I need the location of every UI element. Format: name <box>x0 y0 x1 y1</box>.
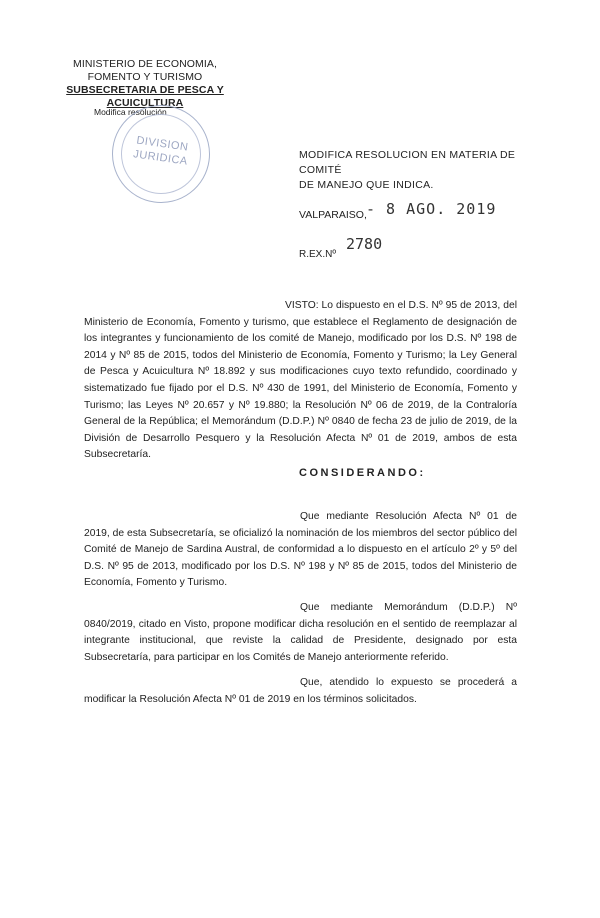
stamp-line-1: DIVISION <box>135 134 190 154</box>
place: VALPARAISO, <box>299 209 367 221</box>
considerando-paragraph-1: Que mediante Resolución Afecta Nº 01 de 2019, de esta Subsecretaría, se oficializó la nominación de los miembros del sector público del Comité de Manejo de Sardina Austral, de conformidad a lo dispuesto en el artículo 2º y 5º del D.S. Nº 95 de 2013, modificado por los D.S. Nº 198 y Nº 85 de 2015, todos del Ministerio de Economía, Fomento y Turismo. <box>84 511 517 589</box>
considerando-heading: CONSIDERANDO: <box>299 467 426 479</box>
rex-label: R.EX.Nº <box>299 249 336 260</box>
doc-tag: Modifica resolución <box>94 107 167 117</box>
rex-number: 2780 <box>346 235 383 253</box>
visto-paragraph: VISTO: Lo dispuesto en el D.S. Nº 95 de 2013, del Ministerio de Economía, Fomento y turismo, que establece el Reglamento de designación de los integrantes y funcionamiento de los comité de Manejo, modificado por los D.S. Nº 198 de 2014 y Nº 85 de 2015, todos del Ministerio de Economía, Fomento y Turismo; la Ley General de Pesca y Acuicultura Nº 18.892 y sus modificaciones cuyo texto refundido, coordinado y sistematizado fue fijado por el D.S. Nº 430 de 1991, del Ministerio de Economía, Fomento y Turismo; las Leyes Nº 20.657 y Nº 19.880; la Resolución Nº 06 de 2019, de la Contraloría General de la República; el Memorándum (D.D.P.) Nº 0840 de fecha 23 de julio de 2019, de la División de Desarrollo Pesquero y la Resolución Afecta Nº 01 de 2019, ambos de esta Subsecretaría. <box>84 300 517 461</box>
subject-line-2: DE MANEJO QUE INDICA. <box>299 179 434 191</box>
date-stamp: - 8 AGO. 2019 <box>366 200 497 218</box>
subsecretaria-name: SUBSECRETARIA DE PESCA Y ACUICULTURA <box>66 84 224 109</box>
ministry-name: MINISTERIO DE ECONOMIA, <box>72 58 218 70</box>
subject <box>299 148 559 193</box>
subject-line-1: MODIFICA RESOLUCION EN MATERIA DE COMITÉ <box>299 149 516 176</box>
stamp-line-2: JURIDICA <box>132 148 189 168</box>
considerando-paragraph-3: Que, atendido lo expuesto se procederá a modificar la Resolución Afecta Nº 01 de 2019 en los términos solicitados. <box>84 677 517 705</box>
considerando-paragraph-2: Que mediante Memorándum (D.D.P.) Nº 0840/2019, citado en Visto, propone modificar dicha resolución en el sentido de reemplazar al integrante institucional, que reviste la calidad de Presidente, designado por esta Subsecretaría, para participar en los Comités de Manejo anteriormente referido. <box>84 602 517 663</box>
ministry-header <box>40 58 250 110</box>
ministry-subname: FOMENTO Y TURISMO <box>87 71 203 83</box>
